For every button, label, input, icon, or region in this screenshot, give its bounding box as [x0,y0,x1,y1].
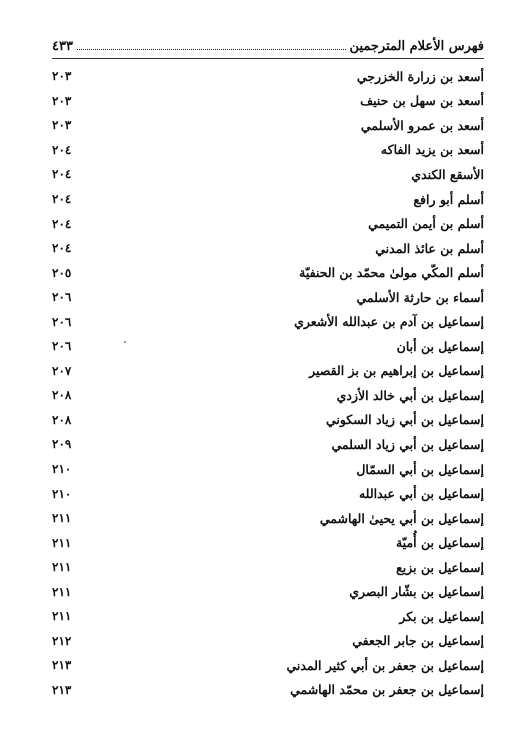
entry-page-number: ٢٠٦ [52,314,72,329]
entry-page-number: ٢١٠ [52,462,72,477]
entry-page-number: ٢٠٣ [52,118,72,133]
index-entry [52,579,484,604]
entry-page-number: ٢٠٧ [52,363,72,378]
entry-page-number: ٢٠٤ [52,216,72,231]
entry-page-number: ٢١٣ [52,682,72,697]
entry-name: إسماعيل بن أبي زياد السكوني [325,412,484,428]
page-title: فهرس الأعلام المترجمين [349,39,484,54]
entry-name: أسعد بن يزيد الفاكه [380,142,484,158]
entry-page-number: ٢٠٣ [52,93,72,108]
index-entry [52,138,484,163]
scan-speck [124,341,126,343]
entry-name: الأسقع الكندي [411,166,484,182]
entry-name: أسلم المكّي مولىٰ محمّد بن الحنفيّة [299,265,484,281]
entry-name: أسعد بن زرارة الخزرجي [356,68,484,84]
index-entry [52,162,484,187]
entry-name: إسماعيل بن أبي عبدالله [358,486,484,502]
entry-name: إسماعيل بن بكر [399,608,484,624]
entry-name: إسماعيل بن أبي يحيىٰ الهاشمي [319,510,484,526]
entry-page-number: ٢١١ [52,609,72,624]
index-entry [52,285,484,310]
index-entry [52,481,484,506]
index-entry [52,260,484,285]
index-entry [52,309,484,334]
index-entry [52,334,484,359]
index-entry [52,653,484,678]
entry-page-number: ٢٠٩ [52,437,72,452]
entry-page-number: ٢٠٤ [52,142,72,157]
entry-page-number: ٢٠٨ [52,388,72,403]
entry-page-number: ٢٠٣ [52,69,72,84]
entry-name: إسماعيل بن أبي زياد السلمي [331,436,484,452]
entry-name: إسماعيل بن إبراهيم بن بز القصير [309,363,484,379]
entry-name: إسماعيل بن أبي السمّال [356,461,484,477]
index-entry [52,604,484,629]
index-entry [52,89,484,114]
page-number: ٤٣٣ [52,39,73,54]
entry-page-number: ٢١١ [52,535,72,550]
page-header [52,34,484,54]
entry-page-number: ٢٠٥ [52,265,72,280]
entry-name: إسماعيل بن أبي خالد الأزدي [336,387,484,403]
entry-page-number: ٢٠٨ [52,412,72,427]
entry-name: إسماعيل بن أبان [396,338,484,354]
entry-page-number: ٢١٠ [52,486,72,501]
entry-name: أسماء بن حارثة الأسلمي [356,289,484,305]
entry-name: أسعد بن سهل بن حنيف [360,93,484,109]
index-entries [52,64,484,702]
entry-name: إسماعيل بن آدم بن عبدالله الأشعري [294,314,484,330]
entry-page-number: ٢٠٦ [52,339,72,354]
index-entry [52,506,484,531]
index-entry [52,211,484,236]
index-entry [52,629,484,654]
entry-name: أسلم بن عائذ المدني [375,240,484,256]
index-entry [52,678,484,703]
index-entry [52,432,484,457]
entry-page-number: ٢١٣ [52,658,72,673]
index-entry [52,383,484,408]
entry-page-number: ٢١١ [52,560,72,575]
entry-name: إسماعيل بن جابر الجعفي [352,633,484,649]
index-entry [52,555,484,580]
entry-name: إسماعيل بن بزيع [396,559,484,575]
entry-page-number: ٢٠٤ [52,192,72,206]
entry-name: إسماعيل بن جعفر بن محمّد الهاشمي [290,682,484,698]
entry-page-number: ٢١١ [52,584,72,599]
entry-page-number: ٢١٢ [52,633,72,648]
index-entry [52,113,484,138]
entry-page-number: ٢٠٤ [52,241,72,256]
entry-name: إسماعيل بن جعفر بن أبي كثير المدني [286,657,484,673]
dot-leader [77,48,346,50]
header-rule [52,58,484,59]
index-entry [52,457,484,482]
entry-name: أسلم بن أيمن التميمي [368,216,484,232]
entry-page-number: ٢١١ [52,511,72,526]
entry-page-number: ٢٠٦ [52,290,72,305]
index-entry [52,236,484,261]
entry-name: أسلم أبو رافع [413,191,484,207]
entry-name: إسماعيل بن أُميّة [395,535,484,551]
index-entry [52,359,484,384]
index-entry [52,64,484,89]
entry-page-number: ٢٠٤ [52,167,72,182]
index-entry [52,408,484,433]
entry-name: إسماعيل بن بشّار البصري [349,584,484,600]
index-entry [52,530,484,555]
entry-name: أسعد بن عمرو الأسلمي [360,117,484,133]
index-entry [52,187,484,212]
